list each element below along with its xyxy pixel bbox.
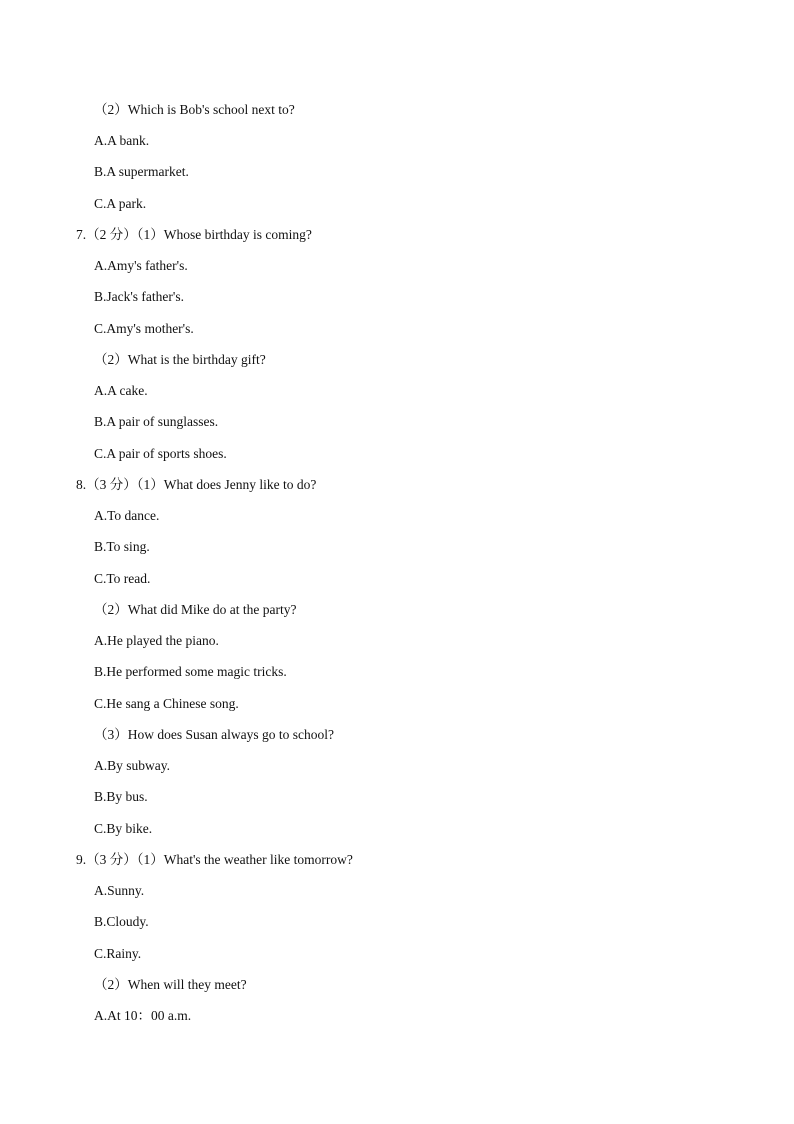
q9-sub1-option-c: C.Rainy. <box>94 946 142 961</box>
q7-sub2-option-c: C.A pair of sports shoes. <box>94 446 227 461</box>
q7-heading: 7.（2 分）（1）Whose birthday is coming? <box>76 227 312 242</box>
q8-sub1-option-a: A.To dance. <box>94 508 160 523</box>
q6-sub2-question: （2）Which is Bob's school next to? <box>94 102 295 117</box>
q8-sub2-question: （2）What did Mike do at the party? <box>94 602 297 617</box>
q6-sub2-option-b: B.A supermarket. <box>94 164 189 179</box>
q8-sub1-option-b: B.To sing. <box>94 539 150 554</box>
q7-sub1-option-b: B.Jack's father's. <box>94 289 184 304</box>
q8-sub2-option-b: B.He performed some magic tricks. <box>94 664 287 679</box>
q7-sub2-question: （2）What is the birthday gift? <box>94 352 266 367</box>
q6-sub2-option-c: C.A park. <box>94 196 147 211</box>
q7-sub2-option-a: A.A cake. <box>94 383 148 398</box>
q7-sub1-option-a: A.Amy's father's. <box>94 258 188 273</box>
q8-sub3-option-b: B.By bus. <box>94 789 148 804</box>
q8-sub3-option-c: C.By bike. <box>94 821 153 836</box>
q7-sub2-option-b: B.A pair of sunglasses. <box>94 414 219 429</box>
q8-sub2-option-a: A.He played the piano. <box>94 633 219 648</box>
q9-heading: 9.（3 分）（1）What's the weather like tomorrow? <box>76 852 353 867</box>
q9-sub2-question: （2）When will they meet? <box>94 977 247 992</box>
q7-sub1-option-c: C.Amy's mother's. <box>94 321 194 336</box>
q6-sub2-option-a: A.A bank. <box>94 133 150 148</box>
q8-sub1-option-c: C.To read. <box>94 571 151 586</box>
q8-sub3-option-a: A.By subway. <box>94 758 170 773</box>
q8-heading: 8.（3 分）（1）What does Jenny like to do? <box>76 477 317 492</box>
q9-sub1-option-b: B.Cloudy. <box>94 914 149 929</box>
q9-sub1-option-a: A.Sunny. <box>94 883 145 898</box>
q9-sub2-option-a: A.At 10：00 a.m. <box>94 1008 192 1023</box>
q8-sub2-option-c: C.He sang a Chinese song. <box>94 696 239 711</box>
q8-sub3-question: （3）How does Susan always go to school? <box>94 727 334 742</box>
